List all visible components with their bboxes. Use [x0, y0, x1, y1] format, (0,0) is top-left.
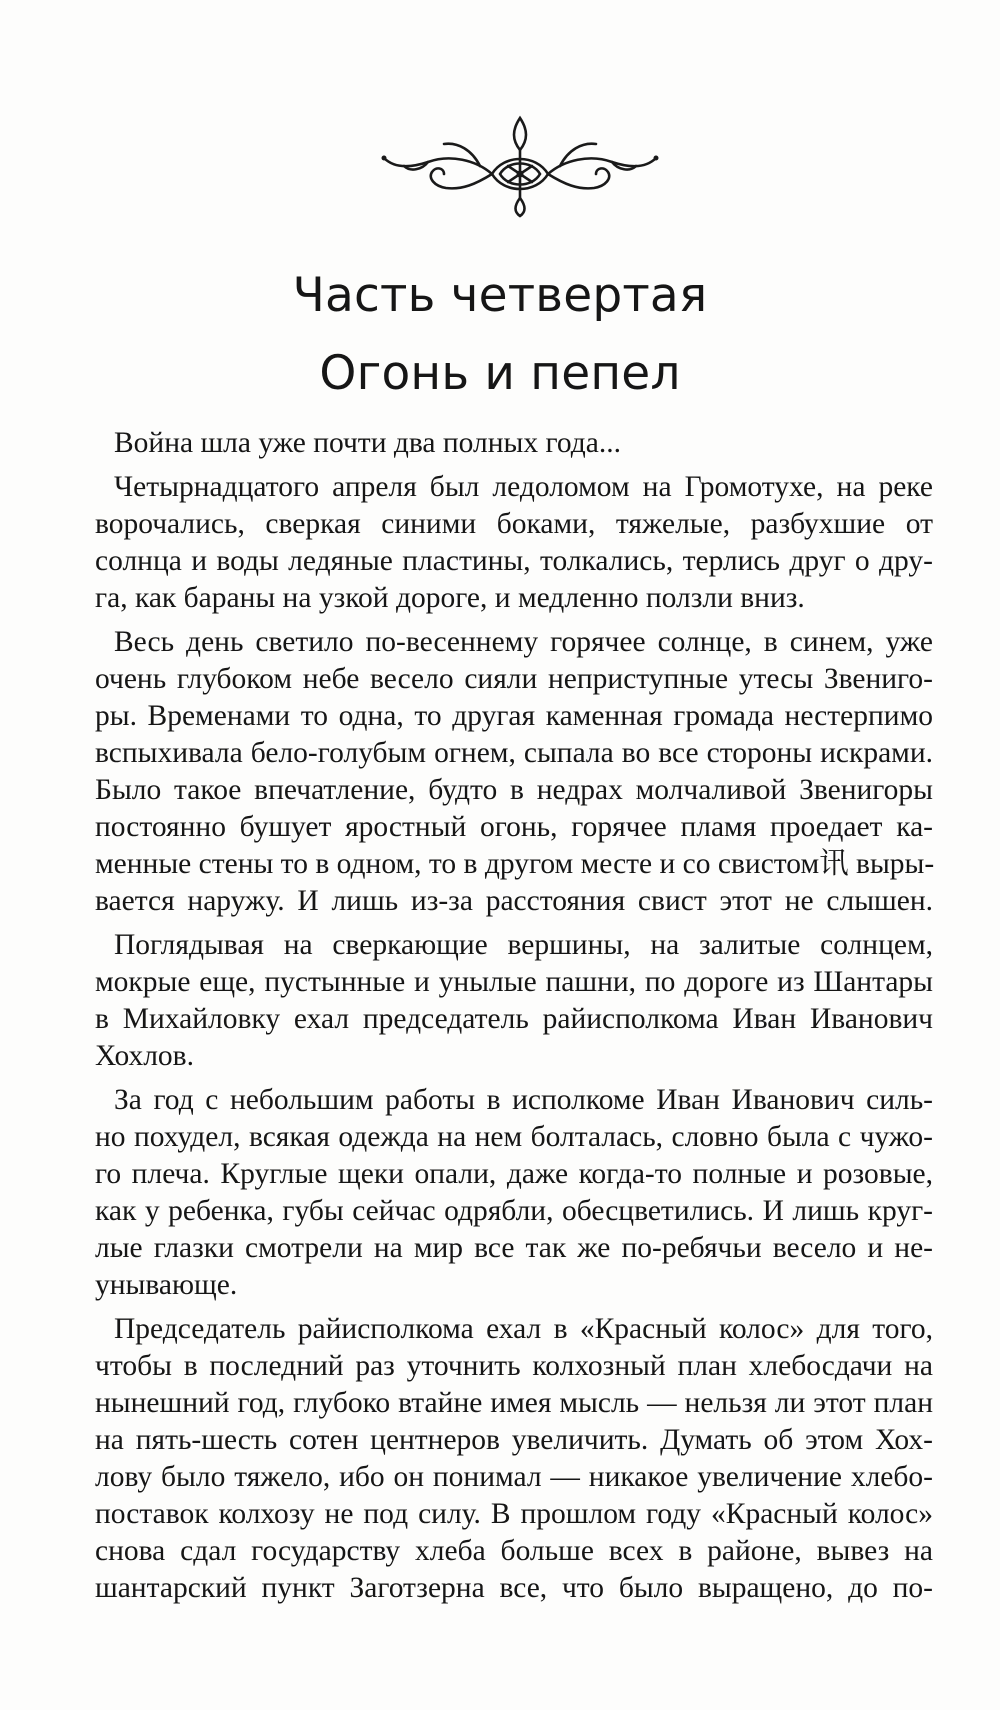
text-line: Поглядывая на сверкающие вершины, на залитые солнцем, — [114, 929, 933, 961]
text-line: в Михайловку ехал председатель райисполкома Иван Иванович — [95, 1003, 933, 1035]
text-line: нынешний год, глубоко втайне имея мысль — нельзя ли этот план — [95, 1387, 933, 1419]
text-line: как у ребенка, губы сейчас одрябли, обесцветились. И лишь круг- — [95, 1195, 933, 1227]
text-line: га, как бараны на узкой дороге, и медленно ползли вниз. — [95, 582, 805, 614]
text-line: Было такое впечатление, будто в недрах молчаливой Звенигоры — [95, 774, 933, 806]
text-line: шантарский пункт Заготзерна все, что было выращено, до по- — [95, 1572, 933, 1604]
text-line: постоянно бушует яростный огонь, горячее пламя проедает ка- — [95, 811, 933, 843]
text-line: вается наружу. И лишь из-за расстояния свист этот не слышен. — [95, 885, 933, 917]
text-line: снова сдал государству хлеба больше всех в районе, вывез на — [95, 1535, 933, 1567]
part-title: Часть четвертая — [292, 268, 708, 323]
paragraph — [75, 469, 933, 617]
paragraph — [75, 1311, 933, 1607]
text-line: поставок колхозу не под силу. В прошлом году «Красный колос» — [95, 1498, 933, 1530]
text-line: чтобы в последний раз уточнить колхозный план хлебосдачи на — [95, 1350, 933, 1382]
text-line: Весь день светило по-весеннему горячее солнце, в синем, уже — [114, 626, 933, 658]
text-line: ворочались, сверкая синими боками, тяжелые, разбухшие от — [95, 508, 933, 540]
text-line: го плеча. Круглые щеки опали, даже когда-то полные и розовые, — [95, 1158, 933, 1190]
text-line: За год с небольшим работы в исполкоме Иван Иванович силь- — [114, 1084, 933, 1116]
text-line: Война шла уже почти два полных года... — [114, 427, 621, 459]
text-line: вспыхивала бело-голубым огнем, сыпала во все стороны искрами. — [95, 737, 933, 769]
paragraph — [75, 425, 933, 462]
chapter-title: Огонь и пепел — [319, 346, 681, 401]
paragraph — [75, 927, 933, 1075]
text-line: Четырнадцатого апреля был ледоломом на Громотухе, на реке — [114, 471, 933, 503]
text-line: но похудел, всякая одежда на нем болталась, словно была с чужо- — [95, 1121, 933, 1153]
text-line: менные стены то в одном, то в другом месте и со свистом讯 выры- — [95, 848, 935, 880]
text-line: унывающе. — [95, 1269, 238, 1301]
text-line: лову было тяжело, ибо он понимал — никакое увеличение хлебо- — [95, 1461, 933, 1493]
text-line: лые глазки смотрели на мир все так же по-ребячьи весело и не- — [95, 1232, 933, 1264]
paragraph — [75, 1082, 933, 1304]
text-line: ры. Временами то одна, то другая каменная громада нестерпимо — [95, 700, 933, 732]
text-line: Хохлов. — [95, 1040, 194, 1072]
body-text — [75, 425, 933, 1614]
text-line: солнца и воды ледяные пластины, толкались, терлись друг о дру- — [95, 545, 933, 577]
text-line: на пять-шесть сотен центнеров увеличить. Думать об этом Хох- — [95, 1424, 933, 1456]
paragraph — [75, 624, 933, 920]
text-line: очень глубоком небе весело сияли неприступные утесы Звениго- — [95, 663, 933, 695]
text-line: мокрые еще, пустынные и унылые пашни, по дороге из Шантары — [95, 966, 933, 998]
text-line: Председатель райисполкома ехал в «Красный колос» для того, — [114, 1313, 933, 1345]
ornament-flourish-icon — [380, 110, 660, 220]
